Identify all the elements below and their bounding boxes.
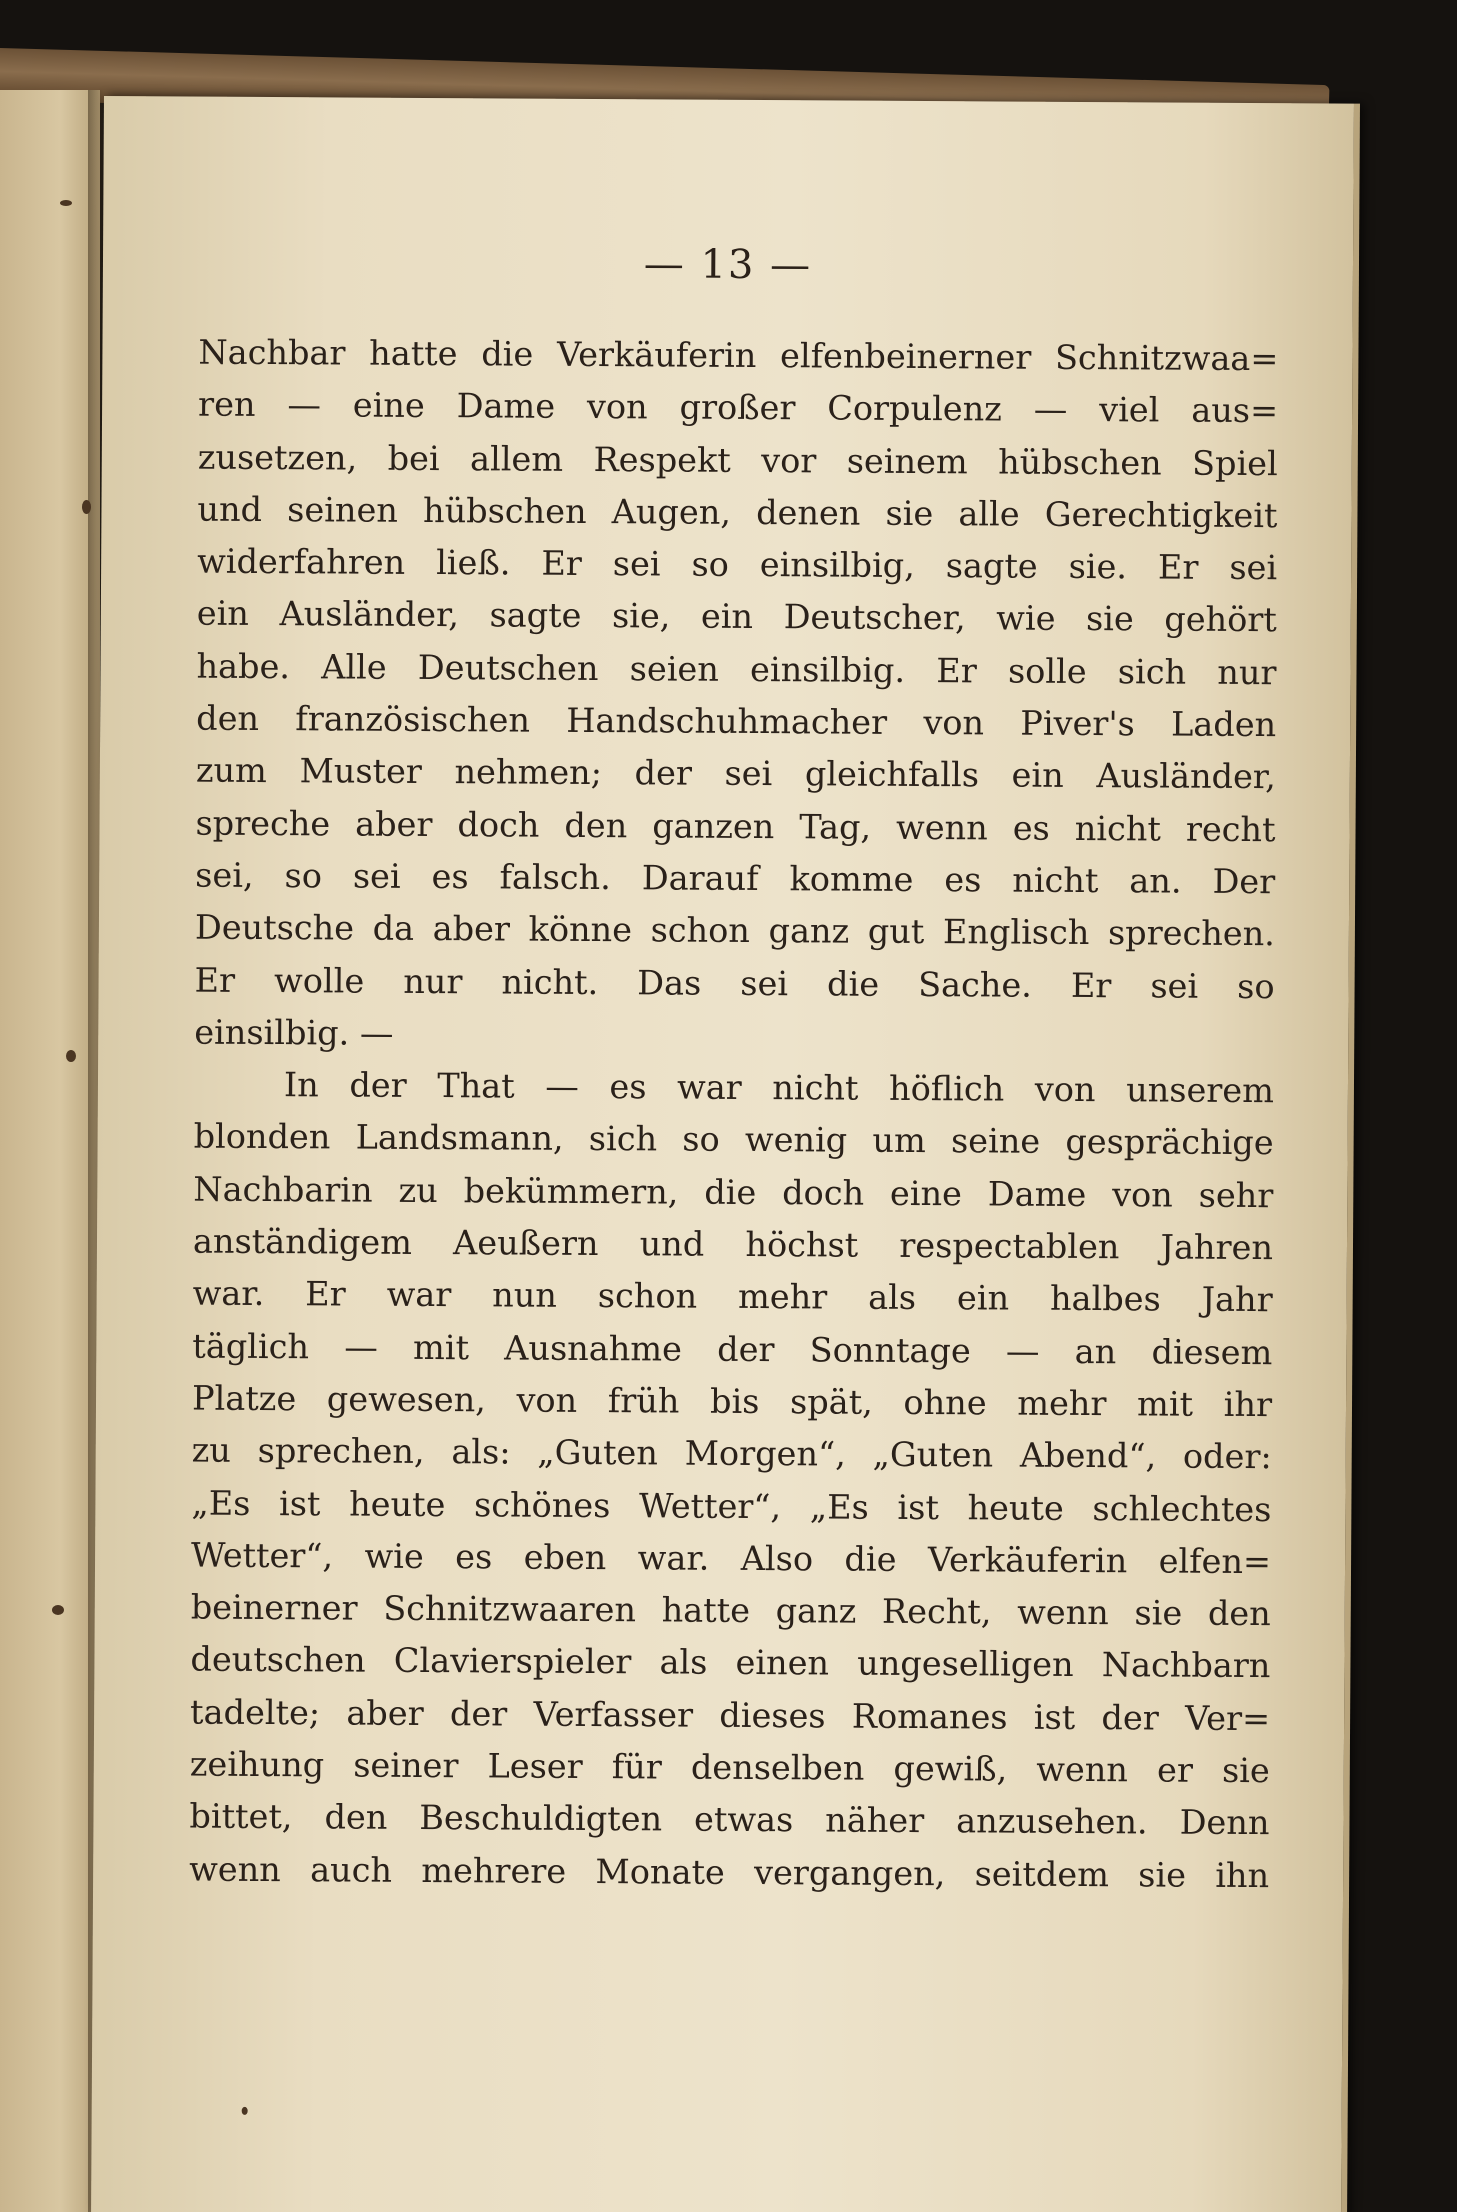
text-line: Nachbarin zu bekümmern, die doch eine Dame von sehr — [193, 1169, 1274, 1215]
text-line: zum Muster nehmen; der sei gleichfalls ein Ausländer, — [195, 750, 1276, 797]
text-line: tadelte; aber der Verfasser dieses Romanes ist der Ver= — [190, 1692, 1271, 1738]
text-line: und seinen hübschen Augen, denen sie alle Gerechtigkeit — [197, 489, 1278, 536]
text-line: sei, so sei es falsch. Darauf komme es nicht an. Der — [195, 855, 1276, 902]
text-line: Nachbar hatte die Verkäuferin elfenbeinerner Schnitzwaa= — [198, 332, 1279, 379]
text-line: war. Er war nun schon mehr als ein halbes Jahr — [192, 1273, 1273, 1320]
margin-speck — [52, 1605, 64, 1615]
book-page — [91, 96, 1360, 2212]
text-line: Deutsche da aber könne schon ganz gut Englisch sprechen. — [194, 907, 1276, 954]
text-line: Er wolle nur nicht. Das sei die Sache. Er sei so — [194, 960, 1275, 1006]
text-line: zeihung seiner Leser für denselben gewiß, wenn er sie — [189, 1744, 1270, 1791]
text-line-paragraph-end: einsilbig. — — [194, 1012, 394, 1053]
text-line: „Es ist heute schönes Wetter“, „Es ist heute schlechtes — [191, 1483, 1272, 1529]
paper-speck — [242, 2107, 248, 2115]
text-line: zusetzen, bei allem Respekt vor seinem hübschen Spiel — [197, 437, 1278, 483]
text-line: habe. Alle Deutschen seien einsilbig. Er solle sich nur — [196, 646, 1277, 692]
text-line: den französischen Handschuhmacher von Piver's Laden — [196, 698, 1277, 745]
text-line: beinerner Schnitzwaaren hatte ganz Recht, wenn sie den — [190, 1587, 1271, 1634]
text-line: Platze gewesen, von früh bis spät, ohne mehr mit ihr — [191, 1378, 1273, 1425]
text-line: bittet, den Beschuldigten etwas näher anzusehen. Denn — [189, 1796, 1270, 1843]
text-line: widerfahren ließ. Er sei so einsilbig, sagte sie. Er sei — [197, 541, 1278, 588]
margin-speck — [66, 1050, 76, 1062]
text-line: deutschen Clavierspieler als einen ungeselligen Nachbarn — [190, 1639, 1271, 1686]
text-line: Wetter“, wie es eben war. Also die Verkäuferin elfen= — [190, 1535, 1272, 1581]
text-line: täglich — mit Ausnahme der Sonntage — an diesem — [192, 1326, 1273, 1372]
text-line: ein Ausländer, sagte sie, ein Deutscher, wie sie gehört — [196, 594, 1277, 640]
margin-speck — [60, 200, 72, 206]
text-line: zu sprechen, als: „Guten Morgen“, „Guten Abend“, oder: — [191, 1430, 1272, 1477]
body-text — [189, 327, 1279, 1902]
facing-page-edge — [0, 90, 100, 2212]
text-line: wenn auch mehrere Monate vergangen, seitdem sie ihn — [189, 1849, 1270, 1895]
text-line: ren — eine Dame von großer Corpulenz — viel aus= — [197, 384, 1279, 431]
text-line: anständigem Aeußern und höchst respectablen Jahren — [192, 1221, 1274, 1268]
page-number: — 13 — — [643, 241, 813, 289]
text-line: blonden Landsmann, sich so wenig um seine gesprächige — [193, 1117, 1274, 1163]
text-line-paragraph-start: In der That — es war nicht höflich von unserem — [283, 1065, 1275, 1111]
margin-speck — [82, 500, 91, 514]
text-line: spreche aber doch den ganzen Tag, wenn es nicht recht — [195, 803, 1276, 849]
